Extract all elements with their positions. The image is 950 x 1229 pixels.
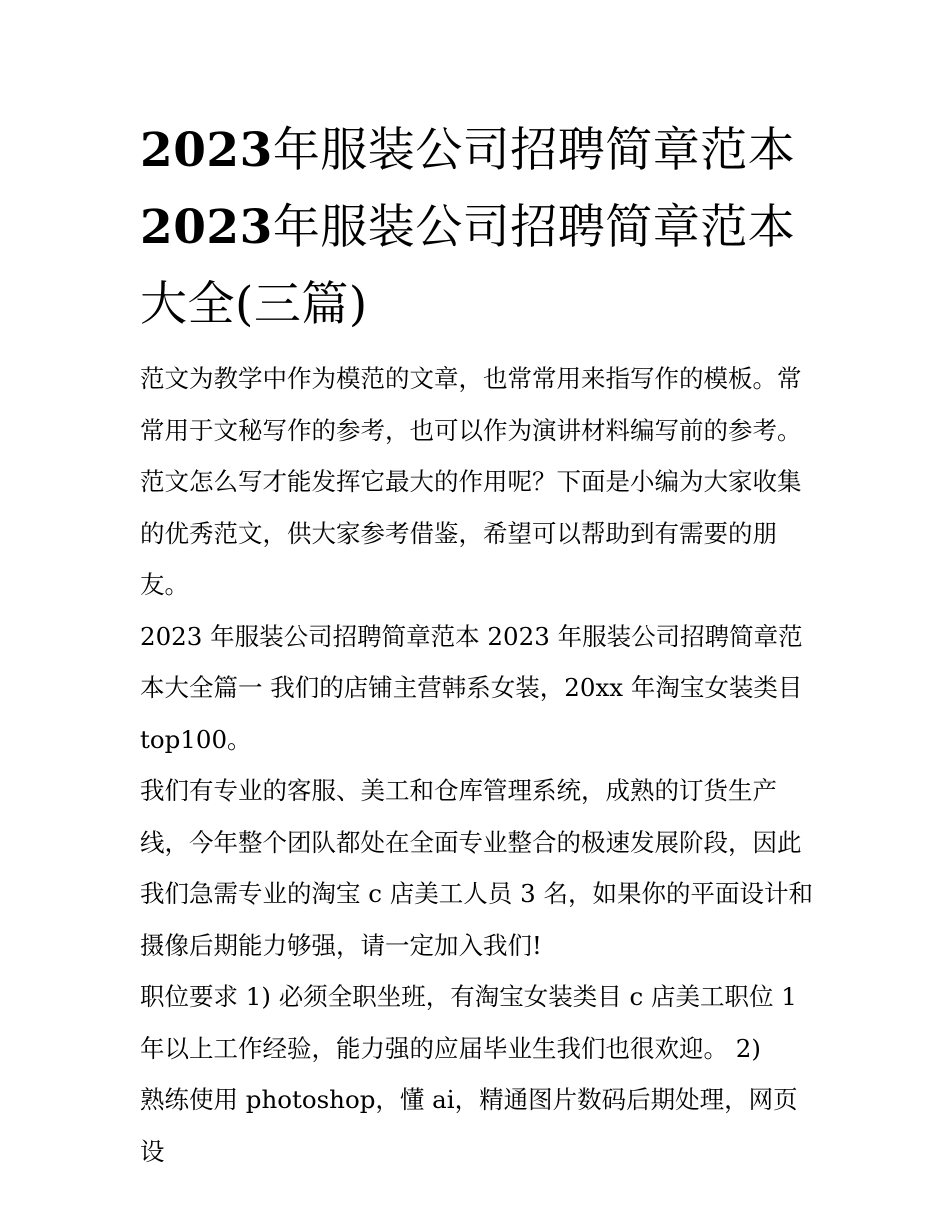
document-title [140, 112, 820, 343]
title-text-2: 年服装公司招聘简章范本 [272, 200, 796, 255]
paragraph-requirements: 职位要求 1) 必须全职坐班，有淘宝女装类目 c 店美工职位 1 年以上工作经验，能力强的应届毕业生我们也很欢迎。 2) [140, 982, 797, 1063]
title-text-3: 大全(三篇) [140, 277, 368, 332]
document-page [140, 112, 820, 1177]
paragraph-team: 我们有专业的客服、美工和仓库管理系统，成熟的订货生产线，今年整个团队都处在全面专业整合的极速发展阶段，因此我们急需专业的淘宝 c 店美工人员 3 名，如果你的平面设计和摄像后期能力够强，请一定加入我们! [140, 776, 813, 960]
paragraph-intro: 范文为教学中作为模范的文章，也常常用来指写作的模板。常常用于文秘写作的参考，也可以作为演讲材料编写前的参考。范文怎么写才能发挥它最大的作用呢？下面是小编为大家收集的优秀范文，供大家参考借鉴，希望可以帮助到有需要的朋友。 [140, 364, 802, 599]
paragraph-skills: 熟练使用 photoshop，懂 ai，精通图片数码后期处理，网页设 [140, 1085, 798, 1166]
title-year-1: 2023 [140, 123, 273, 178]
title-year-2: 2023 [140, 200, 273, 255]
paragraph-store-intro: 2023 年服装公司招聘简章范本 2023 年服装公司招聘简章范本大全篇一 我们的店铺主营韩系女装，20xx 年淘宝女装类目 top100。 [140, 621, 803, 754]
title-text-1: 年服装公司招聘简章范本 [272, 123, 796, 178]
